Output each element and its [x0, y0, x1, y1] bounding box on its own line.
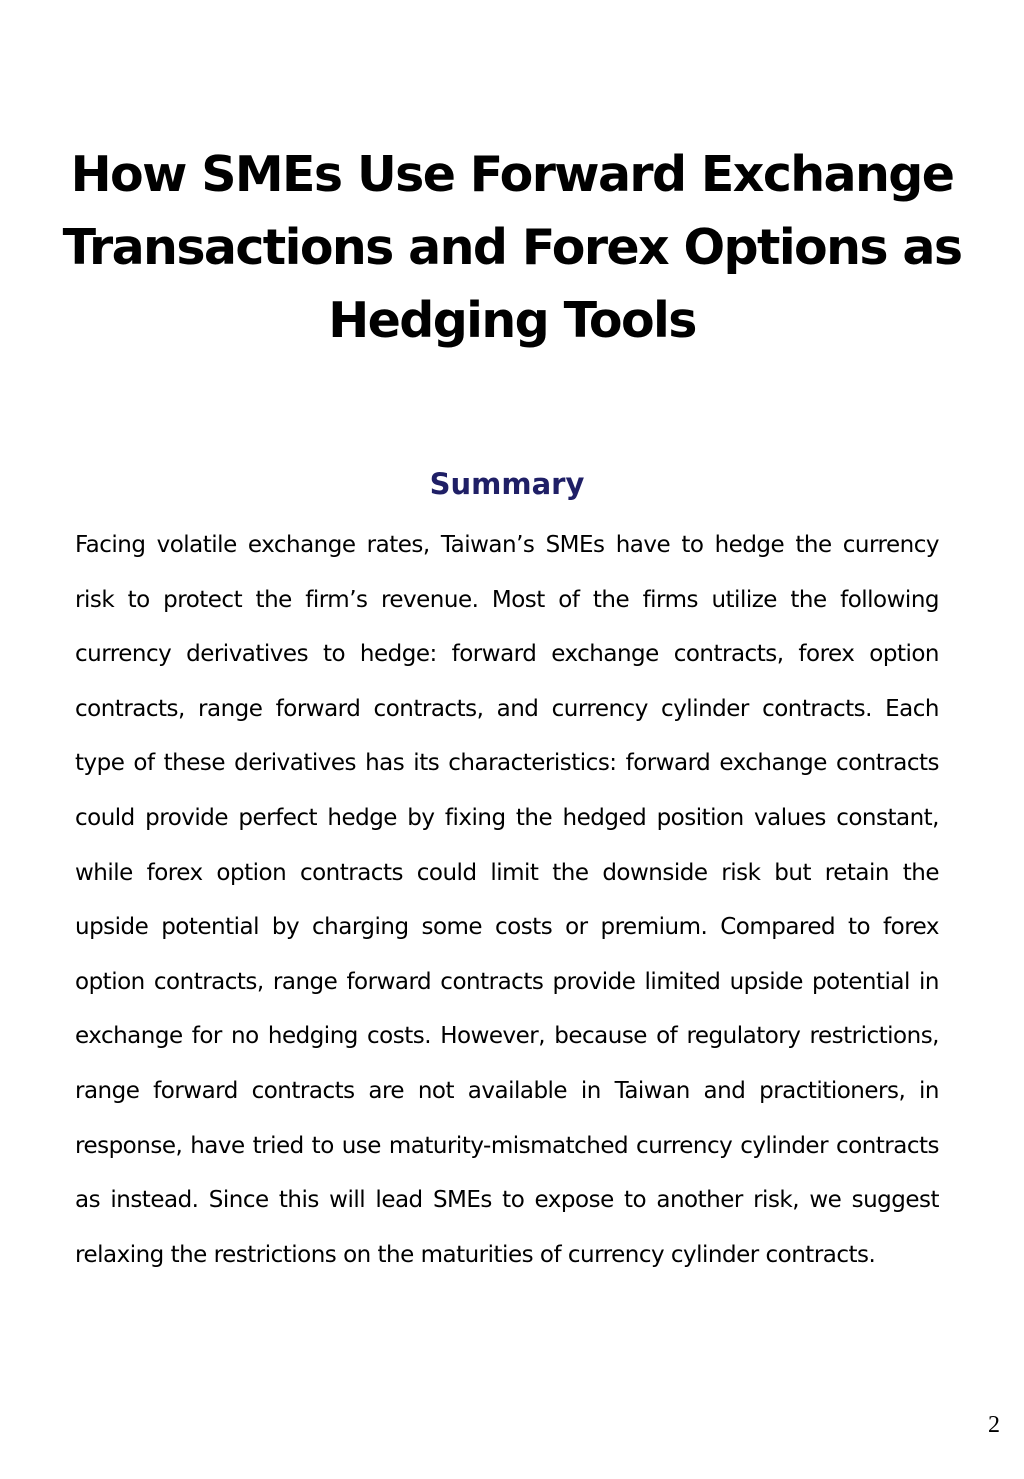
summary-paragraph: Facing volatile exchange rates, Taiwan’s SMEs have to hedge the currency risk to protect the firm’s revenue. Most of the firms utilize the following currency derivatives to hedge: forward exchange contracts, forex option contracts, range forward contracts, and currency cylinder contracts. Each type of these derivatives has its characteristics: forward exchange contracts could provide perfect hedge by fixing the hedged position values constant, while forex option contracts could limit the downside risk but retain the upside potential by charging some costs or premium. Compared to forex option contracts, range forward contracts provide limited upside potential in exchange for no hedging costs. However, because of regulatory restrictions, range forward contracts are not available in Taiwan and practitioners, in response, have tried to use maturity-mismatched currency cylinder contracts as instead. Since this will lead SMEs to expose to another risk, we suggest relaxing the restrictions on the maturities of currency cylinder contracts.: [75, 532, 939, 1268]
document-title: How SMEs Use Forward Exchange Transactions and Forex Options as Hedging Tools: [62, 146, 962, 349]
page-number: 2: [988, 1412, 1000, 1438]
summary-heading: Summary: [429, 467, 585, 501]
